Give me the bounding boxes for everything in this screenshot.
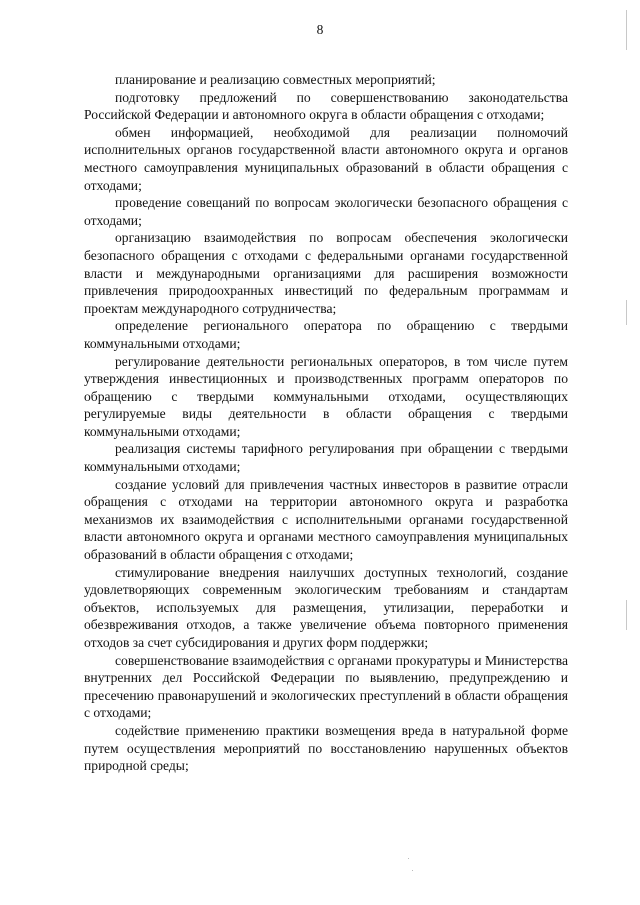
paragraph: совершенствование взаимодействия с органами прокуратуры и Министерства внутренних дел Российской Федерации по выявлению, предупреждению и пресечению правонарушений и экологических преступлений в области обращения с отходами; — [84, 652, 568, 721]
paragraph: создание условий для привлечения частных инвесторов в развитие отрасли обращения с отходами на территории автономного округа и разработка механизмов их взаимодействия с исполнительными органами государственной власти автономного округа и органами местного самоуправления муниципальных образований в области обращения с отходами; — [84, 476, 568, 563]
scan-speck — [408, 858, 409, 859]
paragraph: организацию взаимодействия по вопросам обеспечения экологически безопасного обращения с отходами с федеральными органами государственной власти и международными организациями для расширения возможности привлечения природоохранных инвестиций по федеральным программам и проектам международного сотрудничества; — [84, 230, 568, 316]
paragraph: содействие применению практики возмещения вреда в натуральной форме путем осуществления мероприятий по восстановлению нарушенных объектов природной среды; — [84, 722, 568, 774]
scan-edge-mark — [626, 300, 627, 325]
paragraph: обмен информацией, необходимой для реализации полномочий исполнительных органов государственной власти автономного округа и органов местного самоуправления муниципальных образований в области обращения с отходами; — [84, 124, 568, 193]
document-body — [84, 71, 568, 775]
paragraph: регулирование деятельности региональных операторов, в том числе путем утверждения инвестиционных и производственных программ операторов по обращению с твердыми коммунальными отходами, осуществляющих регулируемые виды деятельности в области обращения с твердыми коммунальными отходами; — [84, 353, 568, 439]
page-number: 8 — [316, 22, 324, 37]
paragraph: планирование и реализацию совместных мероприятий; — [115, 72, 436, 87]
paragraph: подготовку предложений по совершенствованию законодательства Российской Федерации и автономного округа в области обращения с отходами; — [84, 89, 568, 123]
paragraph: стимулирование внедрения наилучших доступных технологий, создание удовлетворяющих современным экологическим требованиям и стандартам объектов, используемых для размещения, утилизации, переработки и обезвреживания отходов, а также увеличение объема повторного применения отходов за счет субсидирования и других форм поддержки; — [84, 564, 568, 650]
scan-speck — [412, 870, 413, 871]
paragraph: проведение совещаний по вопросам экологически безопасного обращения с отходами; — [84, 195, 568, 228]
scan-edge-mark — [626, 600, 627, 630]
scan-edge-mark — [626, 10, 627, 50]
paragraph: реализация системы тарифного регулирования при обращении с твердыми коммунальными отходами; — [84, 441, 568, 475]
paragraph: определение регионального оператора по обращению с твердыми коммунальными отходами; — [84, 318, 568, 351]
